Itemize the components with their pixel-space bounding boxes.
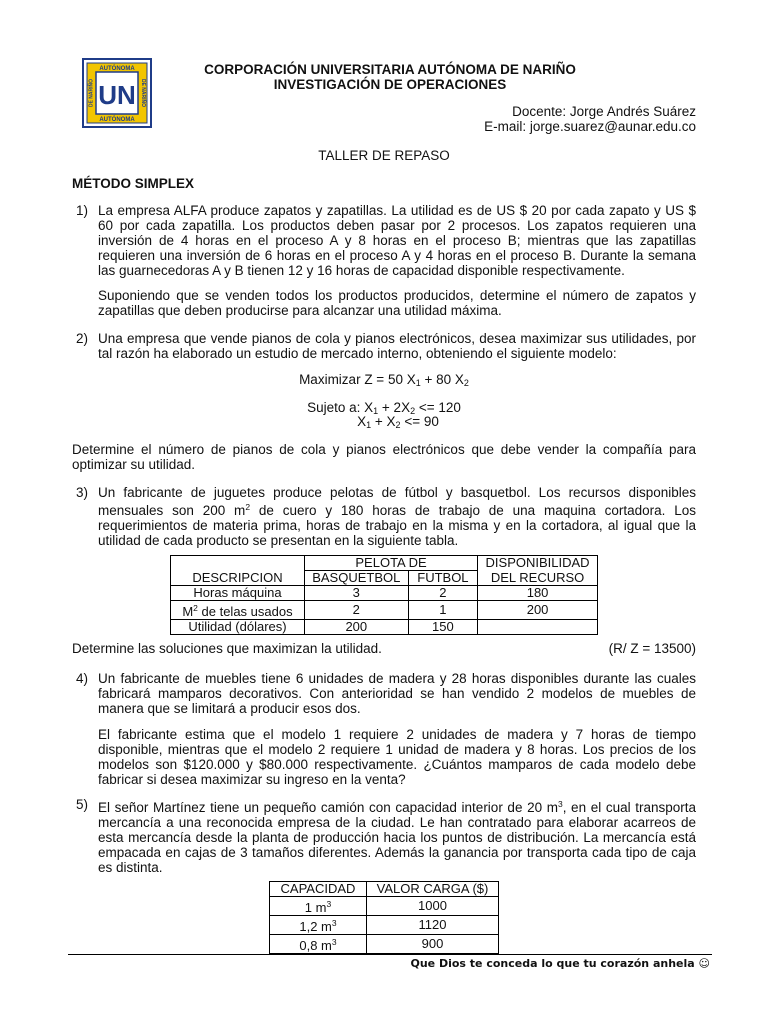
cell-capacidad	[270, 916, 367, 935]
logo-top-text: AUTÓNOMA	[99, 66, 135, 72]
constraint-part: <= 120	[415, 400, 461, 415]
toys-table	[170, 555, 598, 635]
cell-disponibilidad	[478, 620, 598, 635]
problem-5-text-b: , en el cual transporta mercancía a una reconocida empresa de la ciudad. Le han contratado para elaborar acarreos de esta mercancía desde la planta de producción hacia los puntos de distribución. La mercancía está empacada en cajas de 3 tamaños diferentes. Además la ganancia por transporta cada tipo de caja es distinta.	[98, 800, 696, 875]
problem-4-text: Un fabricante de muebles tiene 6 unidades de madera y 28 horas disponibles durante las cuales fabricará mamparos decorativos. Con anterioridad se han vendido 2 modelos de muebles de manera que se limitará a producir esos dos.	[98, 671, 696, 716]
objective-sub: 1	[415, 378, 421, 388]
constraint-part: + 2X	[378, 400, 411, 415]
problem-3-number: 3)	[76, 485, 89, 500]
university-logo	[82, 58, 152, 128]
superscript: 3	[331, 918, 337, 928]
header-valor-carga: VALOR CARGA ($)	[367, 882, 499, 897]
objective-part: + 80 X	[420, 372, 464, 387]
cell-basquetbol: 2	[304, 601, 408, 620]
document-title: TALLER DE REPASO	[318, 148, 450, 163]
row-label: Horas máquina	[171, 586, 305, 601]
constraint-2	[14, 414, 768, 433]
cell-valor: 1120	[367, 916, 499, 935]
capacity-value: 1,2 m	[299, 919, 332, 934]
problem-3-text-a: Un fabricante de juguetes produce pelotas de fútbol y basquetbol. Los recursos disponibles mensuales son 200 m	[98, 485, 696, 518]
superscript: 3	[326, 899, 332, 909]
header-pelota: PELOTA DE	[304, 556, 477, 571]
table-row	[171, 620, 598, 635]
header-disponibilidad: DISPONIBILIDAD	[478, 556, 598, 571]
problem-1-text: La empresa ALFA produce zapatos y zapatillas. La utilidad es de US $ 20 por cada zapato y US $ 60 por cada zapatilla. Los productos deben pasar por 2 procesos. Los zapatos requieren una inversión de 4 horas en el proceso A y 8 horas en el proceso B; mientras que las zapatillas requieren una inversión de 6 horas en el proceso A y 4 horas en el proceso B. Durante la semana las guarnecedoras A y B tienen 12 y 16 horas de capacidad disponible respectivamente.	[98, 203, 696, 278]
problem-2-question: Determine el número de pianos de cola y pianos electrónicos que debe vender la compañía para optimizar su utilidad.	[72, 442, 696, 472]
course-name: INVESTIGACIÓN DE OPERACIONES	[273, 77, 507, 92]
section-heading: MÉTODO SIMPLEX	[72, 176, 195, 191]
problem-5-text	[98, 797, 696, 875]
header-futbol: FUTBOL	[408, 571, 477, 586]
row-label	[171, 601, 305, 620]
table-row	[270, 916, 499, 935]
constraint-part: Sujeto a: X	[307, 400, 374, 415]
superscript: 3	[331, 937, 337, 947]
header-descripcion: DESCRIPCION	[171, 571, 305, 586]
problem-1-number: 1)	[76, 203, 89, 218]
teacher-email: E-mail: jorge.suarez@aunar.edu.co	[484, 119, 696, 134]
problem-3-text	[98, 485, 696, 548]
objective-part: Maximizar Z = 50 X	[299, 372, 416, 387]
constraint-part: <= 90	[400, 414, 439, 429]
table-row	[171, 586, 598, 601]
objective-sub: 2	[463, 378, 469, 388]
cell-futbol: 2	[408, 586, 477, 601]
problem-3-answer: (R/ Z = 13500)	[608, 641, 696, 656]
problem-5-text-a: El señor Martínez tiene un pequeño camión con capacidad interior de 20 m	[98, 800, 558, 815]
row-label-text: de telas usados	[197, 604, 293, 619]
footer-divider	[68, 954, 712, 955]
constraint-sub: 1	[366, 420, 372, 430]
table-row	[270, 897, 499, 916]
constraint-part: + X	[371, 414, 396, 429]
problem-1-question: Suponiendo que se venden todos los productos producidos, determine el número de zapatos y zapatillas que deben producirse para alcanzar una utilidad máxima.	[98, 288, 696, 318]
superscript: 2	[245, 502, 251, 512]
table-row	[171, 601, 598, 620]
constraint-part: X	[357, 414, 367, 429]
cell-basquetbol: 200	[304, 620, 408, 635]
problem-3-question: Determine las soluciones que maximizan la utilidad.	[72, 641, 382, 656]
problem-4-text-2: El fabricante estima que el modelo 1 requiere 2 unidades de madera y 7 horas de tiempo disponible, mientras que el modelo 2 requiere 1 unidad de madera y 8 horas. Los precios de los modelos son $120.000 y $80.000 respectivamente. ¿Cuántos mamparos de cada modelo debe fabricar si desea maximizar su ingreso en la venta?	[98, 727, 696, 787]
teacher-name: Docente: Jorge Andrés Suárez	[512, 104, 696, 119]
problem-3-text-b: de cuero y 180 horas de trabajo de una maquina cortadora. Los requerimientos de materia prima, horas de trabajo en la misma y en la cortadora, al igual que la utilidad de cada producto se presentan en la siguiente tabla.	[98, 503, 696, 548]
cell-capacidad	[270, 897, 367, 916]
footer-text: Que Dios te conceda lo que tu corazón anhela ☺	[410, 957, 710, 970]
cell-futbol: 1	[408, 601, 477, 620]
cell-capacidad	[270, 935, 367, 954]
logo-bottom-text: AUTÓNOMA	[99, 117, 135, 123]
objective-function	[0, 372, 768, 391]
header-del-recurso: DEL RECURSO	[478, 571, 598, 586]
superscript: 2	[193, 603, 198, 613]
constraint-sub: 2	[395, 420, 401, 430]
cell-futbol: 150	[408, 620, 477, 635]
superscript: 3	[557, 799, 563, 809]
institution-name: CORPORACIÓN UNIVERSITARIA AUTÓNOMA DE NARIÑO	[204, 62, 576, 77]
header-capacidad: CAPACIDAD	[270, 882, 367, 897]
row-label-text: M	[182, 604, 194, 619]
problem-5-number: 5)	[76, 797, 89, 812]
cell-disponibilidad: 180	[478, 586, 598, 601]
problem-2-text: Una empresa que vende pianos de cola y pianos electrónicos, desea maximizar sus utilidades, por tal razón ha elaborado un estudio de mercado interno, obteniendo el siguiente modelo:	[98, 331, 696, 361]
constraint-sub: 1	[373, 406, 379, 416]
cell-valor: 1000	[367, 897, 499, 916]
header-basquetbol: BASQUETBOL	[304, 571, 408, 586]
logo-right-text: DE NARIÑO	[140, 78, 146, 108]
logo-initials: UN	[98, 80, 136, 110]
row-label: Utilidad (dólares)	[171, 620, 305, 635]
cell-basquetbol: 3	[304, 586, 408, 601]
table-cell	[171, 556, 305, 571]
capacity-value: 0,8 m	[299, 938, 332, 953]
table-row	[270, 935, 499, 954]
logo-left-text: DE NARIÑO	[88, 78, 95, 108]
capacity-value: 1 m	[304, 900, 327, 915]
problem-4-number: 4)	[76, 671, 89, 686]
cell-disponibilidad: 200	[478, 601, 598, 620]
constraint-sub: 2	[410, 406, 416, 416]
cell-valor: 900	[367, 935, 499, 954]
problem-2-number: 2)	[76, 331, 89, 346]
cargo-table	[269, 881, 499, 954]
